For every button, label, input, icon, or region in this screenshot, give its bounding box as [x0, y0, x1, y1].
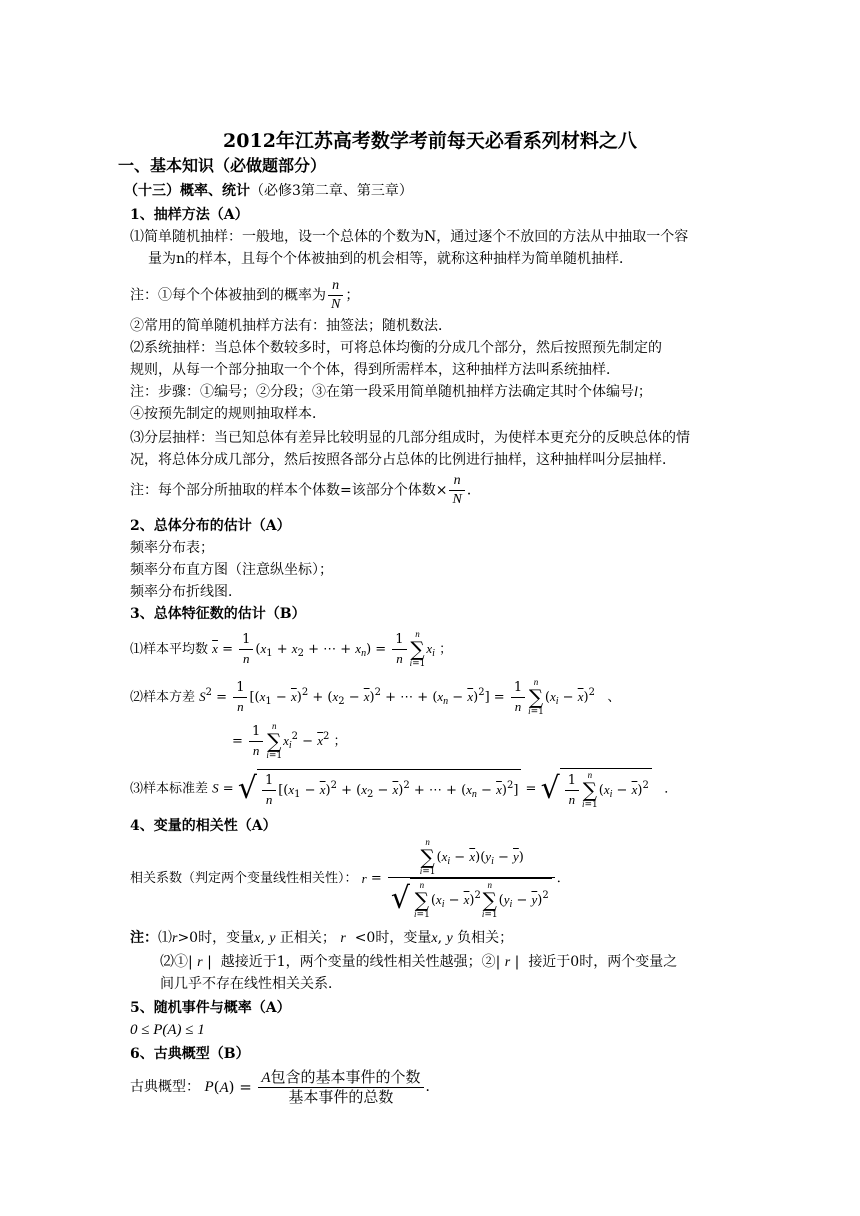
fraction-n-over-N-2 [449, 472, 464, 509]
note-marker: ⑵① [160, 954, 188, 970]
note-steps-text: 注：步骤：①编号；②分段；③在第一段采用简单随机抽样方法确定其时个体编号 [130, 384, 634, 400]
classical-numerator: 包含的基本事件的个数 [270, 1068, 421, 1086]
formula-variance: ⑵样本方差 $S^2$ = $\frac{1}{n}$ [$(x_1 - \overline{x})^2 + (x_2 - \overline{x})^2$ + ⋯ + $(x_n - \overline{x})^2$] = $\frac{1}{n}$ n ∑ i=1 $(x_i - \overline{x})^2$ 、 [130, 677, 621, 717]
note-text: 负相关； [457, 930, 514, 946]
dist-polyline: 频率分布折线图． [130, 584, 242, 600]
note-text: 正相关； [279, 930, 336, 946]
formula-classical-label: 古典概型： [130, 1079, 200, 1095]
fraction-denominator: N [452, 492, 462, 507]
note-text: 接近于0时，两个变量之 [528, 954, 678, 970]
note-stratified [130, 472, 481, 509]
note-stratified-end: ． [466, 482, 481, 499]
chapter-title: （十三）概率、统计 [124, 183, 250, 199]
para-simple-random-1: ⑴简单随机抽样：一般地，设一个总体的个数为N，通过逐个不放回的方法从中抽取一个容 [130, 229, 689, 245]
note-text: 越接近于1，两个变量的线性相关性越强；② [220, 954, 496, 970]
heading-sampling: 1、抽样方法（A） [130, 207, 249, 223]
heading-distribution: 2、总体分布的估计（A） [130, 518, 291, 534]
formula-mean: ⑴样本平均数 $\overline{x}$ = $\frac{1}{n}$ ($x_1 + x_2$ + ⋯ + $x_n$) = $\frac{1}{n}$ n ∑ i=1 $x_i$ ； [130, 629, 453, 669]
fraction-numerator: n [328, 277, 343, 296]
chapter-note: （必修3第二章、第三章） [250, 183, 413, 199]
heading-classical: 6、古典概型（B） [130, 1046, 250, 1062]
formula-correlation-label: 相关系数（判定两个变量线性相关性）： [130, 871, 358, 886]
note-correlation-2: ⑵①| r | 越接近于1，两个变量的线性相关性越强；②| r | 接近于0时，两个变量之 [160, 954, 678, 970]
note-probability-text: 注：①每个个体被抽到的概率为 [130, 287, 326, 304]
note-probability [130, 277, 359, 314]
var-l: l [634, 385, 638, 400]
formula-probability-range: 0 ≤ P(A) ≤ 1 [130, 1022, 205, 1038]
note-steps [130, 382, 652, 403]
heading-characteristics: 3、总体特征数的估计（B） [130, 606, 306, 622]
chapter-heading [124, 181, 413, 201]
note-methods: ②常用的简单随机抽样方法有：抽签法；随机数法． [130, 318, 452, 334]
heading-events: 5、随机事件与概率（A） [130, 1000, 291, 1016]
note-text: >0时，变量 [177, 930, 255, 946]
formula-mean-label: ⑴样本平均数 [130, 642, 209, 657]
section-heading: 一、基本知识（必做题部分） [118, 156, 327, 175]
note-label: 注： [130, 930, 158, 946]
para-stratified-2: 况，将总体分成几部分，然后按照各部分占总体的比例进行抽样，这种抽样叫分层抽样． [130, 452, 676, 468]
fraction-n-over-N [328, 277, 343, 314]
classical-denominator: 基本事件的总数 [288, 1088, 394, 1106]
note-probability-end: ； [345, 287, 360, 304]
note-correlation-1: 注：⑴r>0时，变量x, y 正相关； r <0时，变量x, y 负相关； [130, 930, 514, 946]
para-systematic-1: ⑵系统抽样：当总体个数较多时，可将总体均衡的分成几个部分，然后按照预先制定的 [130, 340, 662, 356]
note-correlation-3: 间几乎不存在线性相关关系． [160, 976, 342, 992]
note-step-4: ④按预先制定的规则抽取样本． [130, 406, 326, 422]
heading-correlation: 4、变量的相关性（A） [130, 818, 277, 834]
formula-correlation: 相关系数（判定两个变量线性相关性）： r = n ∑ i=1 $(x_i - \overline{x})(y_i - \overline{y})$ √ n ∑ i=1 $(x_i - \overline{x})^2$ n ∑ i=1 $(y_i - \overline{y})^2$ ． [130, 837, 570, 920]
formula-classical: 古典概型： P(A) = $\frac{\text{A包含的基本事件的个数}}{\text{基本事件的总数}}$ ． [130, 1068, 440, 1106]
formula-std-label: ⑶样本标准差 [130, 781, 209, 797]
formula-variance-label: ⑵样本方差 [130, 690, 196, 705]
para-systematic-2: 规则，从每一个部分抽取一个个体，得到所需样本，这种抽样方法叫系统抽样． [130, 362, 620, 378]
dist-histogram: 频率分布直方图（注意纵坐标）； [130, 562, 333, 578]
note-steps-end: ； [637, 384, 652, 400]
para-simple-random-2: 量为n的样本，且每个个体被抽到的机会相等，就称这种抽样为简单随机抽样． [148, 251, 634, 267]
formula-variance-alt: = $\frac{1}{n}$ n ∑ i=1 $x_i^2 - \overline{x}^2$ ； [232, 721, 347, 761]
dist-table: 频率分布表； [130, 540, 214, 556]
formula-std: ⑶样本标准差 S = √ $\frac{1}{n}$ [$(x_1 - \overline{x})^2 + (x_2 - \overline{x})^2$ + ⋯ + $(x_n - \overline{x})^2$] = √ $\frac{1}{n}$ n ∑ i=1 $(x_i - \overline{x})^2$ ． [130, 770, 678, 810]
note-stratified-text: 注：每个部分所抽取的样本个体数=该部分个体数× [130, 482, 448, 499]
page-title: 2012年江苏高考数学考前每天必看系列材料之八 [223, 130, 637, 152]
note-marker: ⑴ [158, 930, 172, 946]
fraction-numerator: n [449, 472, 464, 491]
fraction-denominator: N [331, 297, 341, 312]
note-text: <0时，变量 [354, 930, 432, 946]
para-stratified-1: ⑶分层抽样：当已知总体有差异比较明显的几部分组成时，为使样本更充分的反映总体的情 [130, 430, 690, 446]
